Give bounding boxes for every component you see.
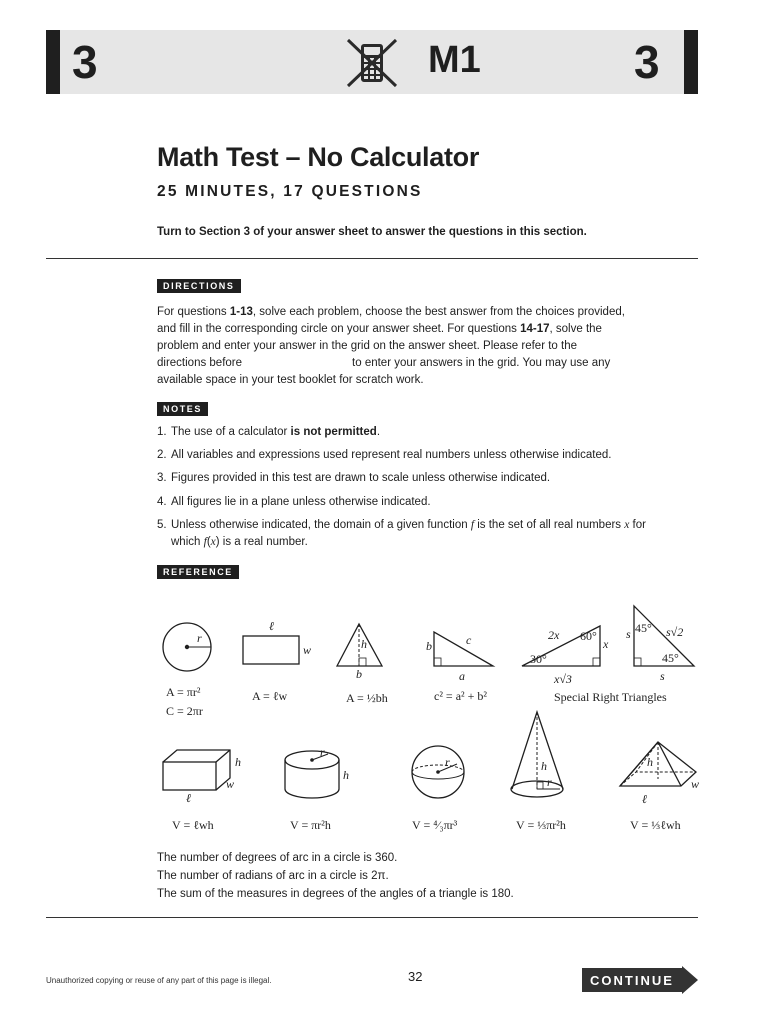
tri-b-label: b [356,667,362,681]
special-triangle-30-60-90 [522,626,609,686]
note-2: 2. All variables and expressions used represent real numbers unless otherwise indicated. [157,449,612,461]
triangle-figure [337,624,388,705]
circle-circumference-formula: C = 2πr [166,704,203,718]
sphere-figure [412,746,464,832]
cone-volume-formula: V = ⅓πr²h [516,818,566,832]
sph-r-label: r [445,755,450,769]
cone-r-label: r [547,775,552,789]
pyramid-figure [620,742,699,832]
divider-bottom [46,917,698,918]
cyl-h-label: h [343,768,349,782]
srt-2x-label: 2x [548,628,560,642]
note-4: 4. All figures lie in a plane unless otherwise indicated. [157,496,431,508]
cone-h-label: h [541,759,547,773]
cyl-r-label: r [320,745,325,759]
srt-60-label: 60° [580,629,597,643]
circle-area-formula: A = πr² [166,685,201,699]
srt-30-label: 30° [530,652,547,666]
box-w-label: w [226,777,235,791]
reference-facts [157,849,514,903]
fact-degrees: The number of degrees of arc in a circle is 360. [157,852,398,864]
right-a-label: a [459,669,465,683]
srt-sroot2-label: s√2 [666,625,684,639]
srt-45a-label: 45° [635,621,652,635]
tri-area-formula: A = ½bh [346,691,388,705]
note-5: 5. Unless otherwise indicated, the domain of a given function f is the set of all real numbers x for which f(x) is a real number. [157,519,646,548]
special-triangle-45-45-90 [554,606,694,704]
cylinder-volume-formula: V = πr²h [290,818,331,832]
box-figure [163,750,241,832]
right-c-label: c [466,633,472,647]
pyramid-volume-formula: V = ⅓ℓwh [630,818,681,832]
srt-x-label: x [603,637,609,651]
header-left-bar [46,30,60,94]
special-right-triangles-caption: Special Right Triangles [554,690,667,704]
fact-radians: The number of radians of arc in a circle is 2π. [157,870,389,882]
srt-s-label: s [626,627,631,641]
continue-arrow [582,966,698,994]
cylinder-figure [285,745,349,832]
reference-figures [150,596,710,846]
pythagorean-formula: c² = a² + b² [434,689,487,703]
box-l-label: ℓ [186,791,191,805]
divider-top [46,258,698,259]
time-and-questions: 25 MINUTES, 17 QUESTIONS [157,183,423,200]
reference-label: REFERENCE [157,565,239,579]
notes-label: NOTES [157,402,208,416]
directions-label: DIRECTIONS [157,279,241,293]
sphere-volume-formula: V = ⁴⁄₃πr³ [412,818,458,832]
page-title: Math Test – No Calculator [157,142,480,172]
rectangle-figure [243,619,311,703]
note-3: 3. Figures provided in this test are drawn to scale unless otherwise indicated. [157,472,551,484]
circle-r-label: r [197,631,202,645]
pyr-l-label: ℓ [642,792,647,806]
page-number: 32 [408,969,423,984]
section-instruction: Turn to Section 3 of your answer sheet to answer the questions in this section. [157,226,587,238]
box-volume-formula: V = ℓwh [172,818,214,832]
tri-h-label: h [361,637,367,651]
section-number-right: 3 [634,36,660,88]
srt-45b-label: 45° [662,651,679,665]
srt-s2-label: s [660,669,665,683]
pyr-w-label: w [691,777,700,791]
continue-label: CONTINUE [590,973,674,988]
section-number-left: 3 [72,36,98,88]
directions-text: For questions 1-13, solve each problem, choose the best answer from the choices provided, and fill in the corresponding circle on your answer sheet. For questions 14-17, solve the problem and enter your answer in the grid on the answer sheet. Please refer to the directions before to enter your answers in the grid. You may use any available space in your test booklet for scratch work. [157,306,625,386]
pyr-h-label: h [647,755,653,769]
circle-figure [163,623,211,718]
srt-xroot3-label: x√3 [554,672,572,686]
header-right-bar [684,30,698,94]
module-label: M1 [428,39,481,81]
fact-triangle-sum: The sum of the measures in degrees of the angles of a triangle is 180. [157,888,514,900]
right-b-label: b [426,639,432,653]
box-h-label: h [235,755,241,769]
right-triangle-figure [426,632,493,703]
rect-area-formula: A = ℓw [252,689,288,703]
no-calculator-icon [344,36,400,90]
copyright-notice: Unauthorized copying or reuse of any part of this page is illegal. [46,976,272,985]
note-1: 1. The use of a calculator is not permitted. [157,426,381,438]
rect-w-label: w [303,643,312,657]
rect-l-label: ℓ [269,619,274,633]
cone-figure [511,712,566,832]
